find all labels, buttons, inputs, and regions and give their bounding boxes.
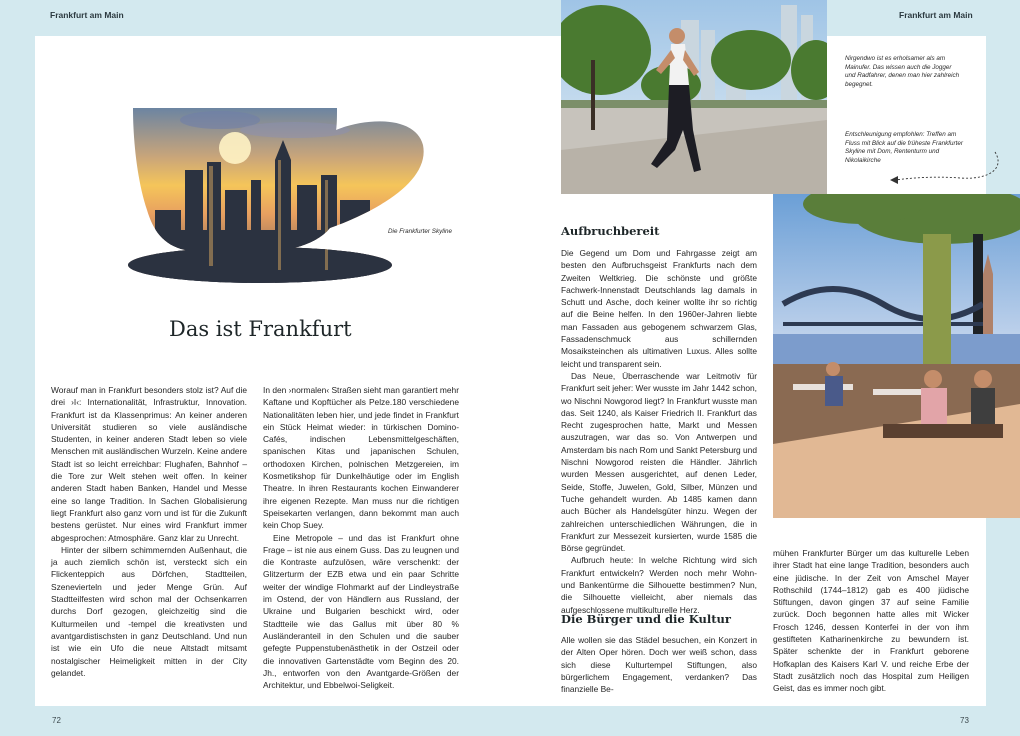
paragraph: Die Gegend um Dom und Fahrgasse zeigt am besten den Aufbruchsgeist Frankfurts nach dem Zweiten Weltkrieg. Die schönste und größte Fachwerk-Innenstadt Deutschlands lag damals in Schutt und Asche, doch keiner wollte ihr so richtig auf die Beine helfen. In den 1960er-Jahren liebte man Fassaden aus gebogenem schwarzem Glas, Fassadenschmuck aus schillernden Mosaiksteinchen als ultimativen Luxus. Alles sollte leicht und transparent sein. bbox=[561, 248, 757, 369]
skyline-cup-image bbox=[125, 100, 435, 290]
section-heading-aufbruch bbox=[561, 224, 659, 238]
heading-aufbruchbereit: Aufbruchbereit bbox=[561, 224, 660, 238]
text-column-4 bbox=[773, 547, 969, 695]
paragraph: Worauf man in Frankfurt besonders stolz ist? Auf die drei ›I‹: Internationalität, Infrastruktur, Innovation. Frankfurt ist da Klassenprimus: An keiner anderen Universität studieren so viele ausländische Studenten, in keiner anderen Stadt leben so viele Menschen mit ausländischen Wurzeln. Keine andere Stadt ist so leicht erreichbar: Flughafen, Bahnhof – die Tore zur Welt stehen weit offen. In keiner anderen Stadt haben Banken, Handel und Messe eine so lange Tradition. In Sachen Globalisierung liegt Frankfurt also ganz vorn und ist für die Zukunft bestens gerüstet. Nur eines wird Frankfurt immer abgesprochen: Atmosphäre. Ganz klar zu Unrecht. bbox=[51, 385, 247, 543]
paragraph: In den ›normalen‹ Straßen sieht man garantiert mehr Kaftane und Kopftücher als Pelze.180 verschiedene Nationalitäten leben hier, und jede findet in Frankfurt ein Stück Heimat wieder: in türkischen Domino-Cafés, indischen Lebensmittelgeschäften, spanischen Kitas und japanischen Schulen, orthodoxen Kirchen, polnischen Metzgereien, im Kosmetikshop für Dunkelhäutige oder im English Theatre. In ihren Restaurants kochen Einwanderer ihre eigenen Rezepte. Man muss nur die richtigen Speisekarten verlangen, dann bekommt man auch kein Chop Suey. bbox=[263, 385, 459, 531]
page-number-left: 72 bbox=[52, 716, 61, 725]
heading-buerger-kultur: Die Bürger und die Kultur bbox=[561, 612, 731, 626]
section-heading-buerger bbox=[561, 612, 731, 626]
paragraph: Eine Metropole – und das ist Frankfurt ohne Frage – ist nie aus einem Guss. Das zu leugnen und die Kontraste aufzulösen, wäre verschenkt: der Glitzerturm der EZB etwa und ein paar Schritte weiter der windige Flohmarkt auf der Lindleystraße im Ostend, der von Händlern aus Russland, der Ukraine und Bulgarien beschickt wird, oder Stadtteile wie das Gallus mit über 80 % Ausländeranteil in den Schulen und die sauber gefegte Puppenstubenästhetik in der Ostzeil oder die innovativen Gartenstädte vom Beginn des 20. Jh., entworfen von den Avantgarde-Größen der Architektur, und Ebbelwoi-Seligkeit. bbox=[263, 532, 459, 691]
riverside-dinner-photo bbox=[773, 194, 1020, 518]
dinner-caption: Entschleunigung empfohlen: Treffen am Fluss mit Blick auf die früheste Frankfurter Skyline mit Dom, Rententurm und Nikolaikirche bbox=[845, 131, 963, 164]
paragraph: mühen Frankfurter Bürger um das kulturelle Leben ihrer Stadt hat eine lange Tradition, besonders auch eine jüdische. In der Zeit von Amschel Mayer Rothschild (1744–1812) gab es 400 jüdische Stiftungen, davon gingen 37 auf seine Familie zurück. Doch begonnen hatte alles mit Wicker Frosch 1246, dessen Konterfei in der von ihm gestifteten Katharinenkirche zu bewundern ist. Später schenkte der in Frankfurt geborene Hofkaplan des Kaisers Karl V. und reiche Erbe der Stadt zusätzlich noch das Hospital zum Heiligen Geist, das es immer noch gibt. bbox=[773, 548, 969, 694]
text-column-3b bbox=[561, 634, 757, 695]
running-header-left: Frankfurt am Main bbox=[50, 10, 124, 20]
jogger-caption: Nirgendwo ist es erholsamer als am Mainufer. Das wissen auch die Jogger und Radfahrer, denen man hier zahlreich begegnet. bbox=[845, 55, 960, 88]
running-header-right: Frankfurt am Main bbox=[899, 10, 973, 20]
jogger-photo bbox=[561, 0, 827, 194]
paragraph: Hinter der silbern schimmernden Außenhaut, die ja auch ziemlich schön ist, versteckt sich ein Flickenteppich aus Dörfchen, Stadtteilen, Szenevierteln und jeder Menge Grün. Auf Stadtteilfesten wird schon mal der Ochsenkarren durchs Dorf gezogen, gleichzeitig sind die Kulturmeilen und -tempel die kreativsten und avantgardistischsten in ganz Deutschland. Und nun ist wie ein Ufo die neue Altstadt mitsamt nostalgischer Heimeligkeit mitten in der City gelandet. bbox=[51, 544, 247, 678]
paragraph: Alle wollen sie das Städel besuchen, ein Konzert in der Alten Oper hören. Doch wer weiß schon, dass sich diese Kulturtempel Stiftungen, also bürgerlichem Engagement, verdanken? Das finanzielle Be- bbox=[561, 635, 757, 695]
text-column-3a bbox=[561, 247, 757, 616]
page-number-right: 73 bbox=[960, 716, 969, 725]
page-title: Das ist Frankfurt bbox=[169, 317, 352, 341]
cup-caption: Die Frankfurter Skyline bbox=[388, 228, 453, 235]
paragraph: Das Neue, Überraschende war Leitmotiv für Frankfurt seit jeher: Wer wusste im Jahr 1442 schon, wo Nischni Nowgorod liegt? In Frankfurt wusste man das. Seit 1240, als Kaiser Friedrich II. Frankfurt das Recht zugesprochen hatte, Markt und Messen auszutragen, war das so. Von Antwerpen und Amsterdam bis nach Rom und Sankt Petersburg und Nischni Nowgorod reisten die Händler. Jährlich wurden Messen ausgerichtet, auf denen Leder, Seide, Stoffe, Juwelen, Gold, Silber, Münzen und Tuche gehandelt wurden. Ab 1485 kamen dann auch Bücher als Handelsgüter hinzu. Wegen der zahlreichen unterschiedlichen Währungen, die in Frankfurt zur Messezeit kursierten, wurde 1585 die Börse gegründet. bbox=[561, 370, 757, 554]
text-column-2 bbox=[263, 384, 459, 691]
text-column-1 bbox=[51, 384, 247, 679]
pointer-arrow-icon bbox=[890, 148, 1010, 188]
paragraph: Aufbruch heute: In welche Richtung wird sich Frankfurt entwickeln? Werden noch mehr Wohn- und Bankentürme die Silhouette bestimmen? Nun, die Silhouette vielleicht, aber niemals das aufgeschlossene multikulturelle Herz. bbox=[561, 555, 757, 615]
